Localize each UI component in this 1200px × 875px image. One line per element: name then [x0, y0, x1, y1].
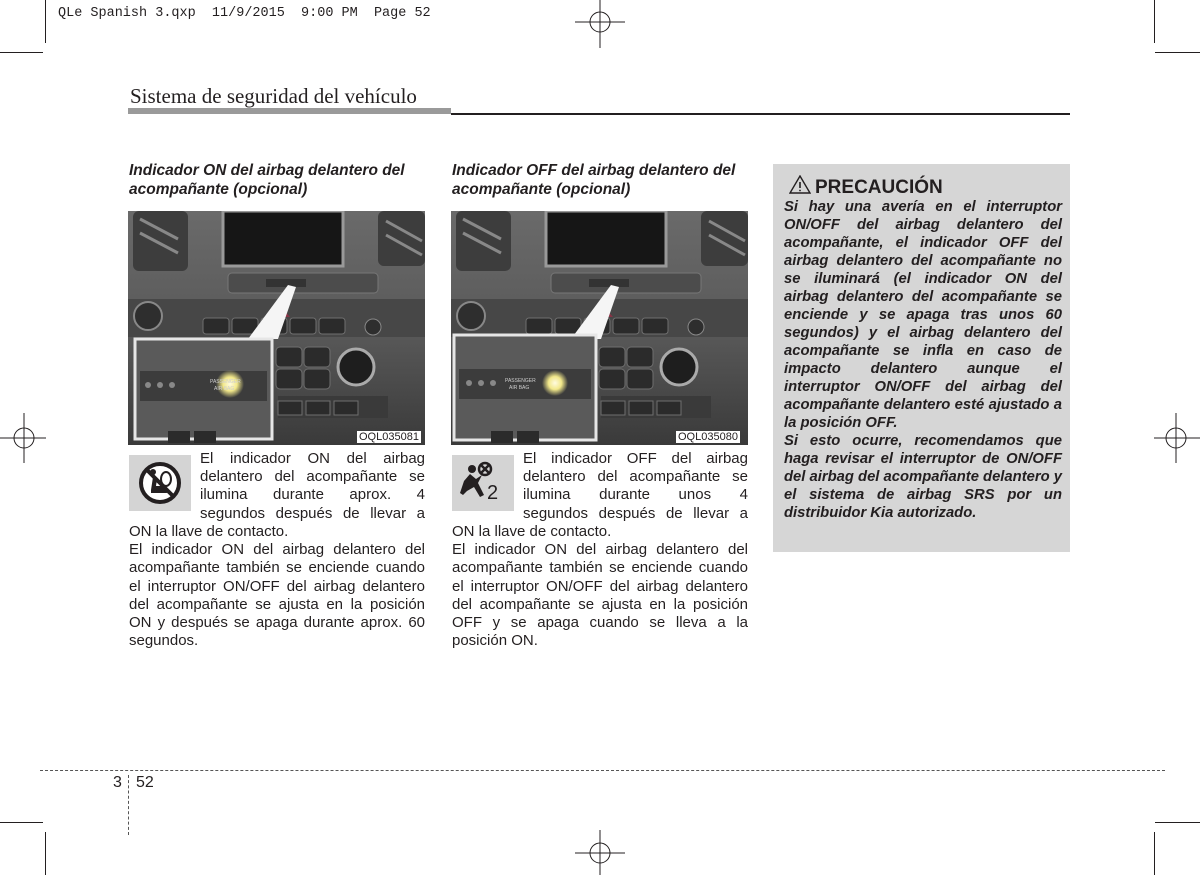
- dashboard-photo-on: [128, 211, 425, 445]
- registration-mark-icon: [0, 413, 46, 463]
- indicator-icon-box: [452, 455, 514, 511]
- crop-mark: [0, 52, 43, 53]
- on-indicator-body: ON la llave de contacto. El indicador ON del airbag delantero del acompañante también se enciende cuando el interruptor ON/OFF del airbag delantero del acompañante se ajusta en la posición ON y después se apaga durante aprox. 60 segundos.: [129, 523, 425, 650]
- printer-slug: QLe Spanish 3.qxp 11/9/2015 9:00 PM Page 52: [58, 6, 431, 21]
- crop-mark: [45, 0, 46, 43]
- registration-mark-icon: [1154, 413, 1200, 463]
- page-number-divider: [128, 775, 129, 835]
- crop-mark: [1155, 822, 1200, 823]
- section-heading-on-indicator: Indicador ON del airbag delantero del acompañante (opcional): [129, 162, 405, 198]
- airbag-off-prohibited-icon: [129, 455, 191, 511]
- indicator-icon-box: [129, 455, 191, 511]
- crop-mark: [1154, 832, 1155, 875]
- crop-mark: [1155, 52, 1200, 53]
- footer-rule: [40, 770, 1165, 771]
- crop-mark: [45, 832, 46, 875]
- panel-label-airbag: AIR BAG: [509, 385, 530, 391]
- airbag-off-passenger-icon: [452, 455, 514, 511]
- caution-body: Si hay una avería en el interruptor ON/OFF del airbag delantero del acompañante, el indicador OFF del airbag delantero del acompañante no se iluminará (el indicador ON del airbag delantero del acompañante se enciende y se apaga tras unos 60 segundos) y el airbag delantero del acompañante se infla en caso de impacto delantero aunque el interruptor ON/OFF del airbag del acompañante delantero esté ajustado a la posición OFF. Si esto ocurre, recomendamos que haga revisar el interruptor de ON/OFF del airbag del acompañante delantero y el sistema de airbag SRS por un distribuidor Kia autorizado.: [784, 199, 1062, 521]
- off-indicator-intro-wrap: El indicador OFF del airbag delantero del acompañante se ilumina durante unos 4 segundos después de llevar a: [523, 450, 748, 522]
- image-code: OQL035080: [678, 431, 738, 443]
- section-heading-off-indicator: Indicador OFF del airbag delantero del acompañante (opcional): [452, 162, 736, 198]
- panel-label-airbag: AIR BAG: [214, 386, 235, 392]
- warning-triangle-icon: [789, 175, 811, 194]
- on-indicator-intro-wrap: El indicador ON del airbag delantero del acompañante se ilumina durante aprox. 4 segundos después de llevar a: [200, 450, 425, 522]
- caution-title: PRECAUCIÓN: [789, 175, 943, 199]
- image-code: OQL035081: [359, 431, 419, 443]
- header-rule: [451, 113, 1070, 115]
- page-number: 52: [136, 774, 154, 791]
- caution-box: [773, 164, 1070, 552]
- panel-label-passenger: PASSENGER: [505, 378, 536, 384]
- crop-mark: [1154, 0, 1155, 43]
- chapter-number: 3: [113, 774, 122, 791]
- panel-label-passenger: PASSENGER: [210, 379, 241, 385]
- title-bar: [128, 108, 451, 114]
- crop-mark: [0, 822, 43, 823]
- off-indicator-body: ON la llave de contacto. El indicador ON del airbag delantero del acompañante también se enciende cuando el interruptor ON/OFF del airbag delantero del acompañante se ajusta en la posición OFF y se apaga cuando se lleva a la posición ON.: [452, 523, 748, 650]
- registration-mark-icon: [575, 0, 625, 48]
- svg-text:2: 2: [487, 482, 499, 504]
- running-title: Sistema de seguridad del vehículo: [130, 84, 417, 108]
- registration-mark-icon: [575, 830, 625, 875]
- dashboard-photo-off: [451, 211, 748, 445]
